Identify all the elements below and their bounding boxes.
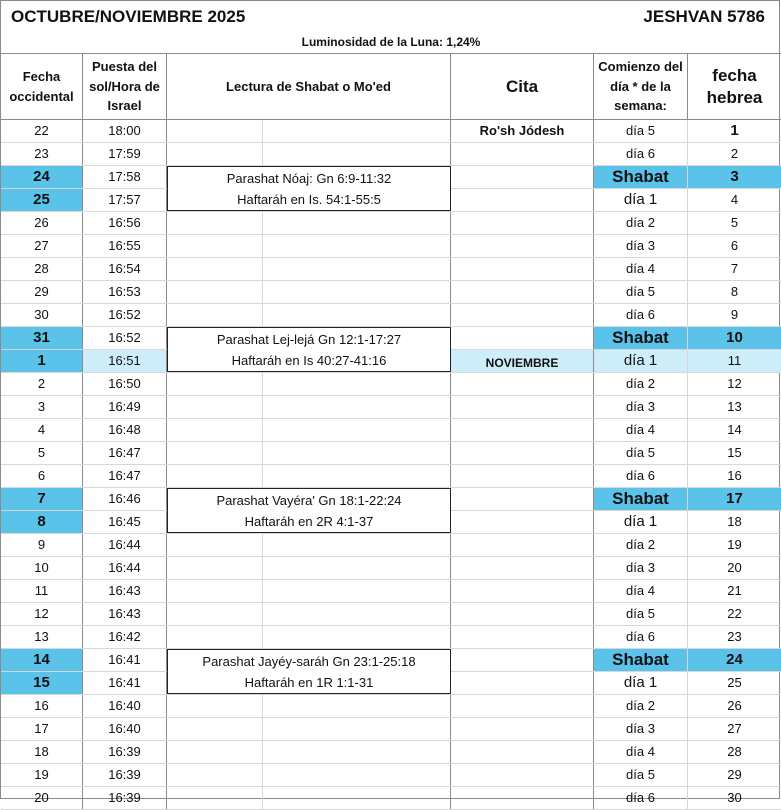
lectura-cell-right <box>263 626 451 648</box>
hebrew-month-title: JESHVAN 5786 <box>643 7 765 26</box>
puesta-sol-cell: 18:00 <box>83 120 167 142</box>
cita-cell <box>451 304 594 326</box>
fecha-occidental-cell: 17 <box>1 718 83 740</box>
fecha-hebrea-cell: 3 <box>688 166 781 188</box>
puesta-sol-cell: 16:45 <box>83 511 167 533</box>
fecha-occidental-cell: 19 <box>1 764 83 786</box>
fecha-occidental-cell: 9 <box>1 534 83 556</box>
fecha-occidental-cell: 28 <box>1 258 83 280</box>
fecha-occidental-cell: 25 <box>1 189 83 211</box>
puesta-sol-cell: 16:52 <box>83 304 167 326</box>
dia-semana-cell: día 6 <box>594 143 688 165</box>
dia-semana-cell: día 3 <box>594 396 688 418</box>
lectura-cell <box>167 120 263 142</box>
puesta-sol-cell: 17:59 <box>83 143 167 165</box>
fecha-hebrea-cell: 4 <box>730 192 739 207</box>
fecha-hebrea-cell: 28 <box>727 744 742 759</box>
lectura-cell <box>167 281 263 303</box>
cita-cell <box>451 258 594 280</box>
lectura-cell <box>167 212 263 234</box>
table-row <box>1 787 781 810</box>
dia-semana-cell: día 3 <box>594 557 688 579</box>
lectura-cell-right <box>263 258 451 280</box>
fecha-hebrea-cell: 9 <box>730 307 739 322</box>
col-header-puesta-sol: Puesta del sol/Hora de Israel <box>83 54 167 119</box>
fecha-occidental-cell: 12 <box>1 603 83 625</box>
fecha-occidental-cell: 14 <box>1 649 83 671</box>
table-row <box>1 534 781 557</box>
dia-semana-cell: día 1 <box>594 672 688 694</box>
cita-cell <box>451 166 594 188</box>
table-row <box>1 603 781 626</box>
puesta-sol-cell: 16:56 <box>83 212 167 234</box>
cita-cell <box>451 718 594 740</box>
reading-box <box>167 649 451 694</box>
lectura-cell-right <box>263 764 451 786</box>
fecha-hebrea-cell: 30 <box>727 790 742 805</box>
lectura-cell <box>167 557 263 579</box>
puesta-sol-cell: 16:40 <box>83 695 167 717</box>
puesta-sol-cell: 17:57 <box>83 189 167 211</box>
fecha-hebrea-cell: 20 <box>727 560 742 575</box>
lectura-cell <box>167 695 263 717</box>
fecha-hebrea-cell: 2 <box>730 146 739 161</box>
fecha-hebrea-cell: 18 <box>727 514 742 529</box>
parasha-text: Parashat Nóaj: Gn 6:9-11:32 <box>226 171 392 186</box>
fecha-occidental-cell: 7 <box>1 488 83 510</box>
fecha-hebrea-cell: 22 <box>727 606 742 621</box>
fecha-hebrea-cell: 7 <box>730 261 739 276</box>
fecha-occidental-cell: 29 <box>1 281 83 303</box>
fecha-hebrea-cell: 6 <box>730 238 739 253</box>
lectura-cell-right <box>263 603 451 625</box>
fecha-hebrea-cell: 17 <box>688 488 781 510</box>
lectura-cell-right <box>263 212 451 234</box>
puesta-sol-cell: 16:48 <box>83 419 167 441</box>
lectura-cell <box>167 580 263 602</box>
lectura-cell <box>167 603 263 625</box>
col-header-cita: Cita <box>451 54 594 119</box>
lectura-cell-right <box>263 695 451 717</box>
dia-semana-cell: día 4 <box>594 419 688 441</box>
fecha-occidental-cell: 4 <box>1 419 83 441</box>
puesta-sol-cell: 16:50 <box>83 373 167 395</box>
fecha-occidental-cell: 23 <box>1 143 83 165</box>
puesta-sol-cell: 16:43 <box>83 603 167 625</box>
cita-cell <box>451 488 594 510</box>
puesta-sol-cell: 16:41 <box>83 672 167 694</box>
fecha-occidental-cell: 31 <box>1 327 83 349</box>
puesta-sol-cell: 16:39 <box>83 787 167 809</box>
lectura-cell-right <box>263 373 451 395</box>
puesta-sol-cell: 16:52 <box>83 327 167 349</box>
lectura-cell-right <box>263 235 451 257</box>
fecha-hebrea-cell: 19 <box>727 537 742 552</box>
dia-semana-cell: día 1 <box>594 350 688 372</box>
table-row <box>1 258 781 281</box>
lectura-cell-right <box>263 557 451 579</box>
dia-semana-cell: Shabat <box>594 327 688 349</box>
table-row <box>1 143 781 166</box>
cita-cell <box>451 764 594 786</box>
dia-semana-cell: día 6 <box>594 304 688 326</box>
dia-semana-cell: Shabat <box>594 488 688 510</box>
lectura-cell <box>167 143 263 165</box>
dia-semana-cell: Shabat <box>594 649 688 671</box>
fecha-hebrea-cell: 8 <box>730 284 739 299</box>
dia-semana-cell: día 4 <box>594 258 688 280</box>
cita-cell <box>451 603 594 625</box>
fecha-occidental-cell: 30 <box>1 304 83 326</box>
fecha-hebrea-cell: 21 <box>727 583 742 598</box>
puesta-sol-cell: 16:53 <box>83 281 167 303</box>
fecha-hebrea-cell: 1 <box>730 122 739 139</box>
fecha-occidental-cell: 18 <box>1 741 83 763</box>
cita-cell <box>451 557 594 579</box>
haftarah-text: Haftaráh en 2R 4:1-37 <box>244 514 374 529</box>
lectura-cell <box>167 741 263 763</box>
table-row <box>1 580 781 603</box>
fecha-occidental-cell: 26 <box>1 212 83 234</box>
fecha-occidental-cell: 15 <box>1 672 83 694</box>
lectura-cell <box>167 718 263 740</box>
cita-cell <box>451 189 594 211</box>
reading-box <box>167 166 451 211</box>
lectura-cell-right <box>263 442 451 464</box>
table-row <box>1 235 781 258</box>
dia-semana-cell: día 1 <box>594 189 688 211</box>
cita-cell <box>451 695 594 717</box>
puesta-sol-cell: 16:44 <box>83 557 167 579</box>
parasha-text: Parashat Lej-lejá Gn 12:1-17:27 <box>216 332 402 347</box>
fecha-occidental-cell: 1 <box>1 350 83 372</box>
lectura-cell-right <box>263 787 451 809</box>
lectura-cell-right <box>263 741 451 763</box>
cita-cell: Ro'sh Jódesh <box>451 120 594 142</box>
dia-semana-cell: día 5 <box>594 442 688 464</box>
puesta-sol-cell: 16:55 <box>83 235 167 257</box>
puesta-sol-cell: 16:46 <box>83 488 167 510</box>
reading-box <box>167 488 451 533</box>
reading-box <box>167 327 451 372</box>
cita-cell <box>451 672 594 694</box>
table-row <box>1 304 781 327</box>
dia-semana-cell: día 3 <box>594 718 688 740</box>
table-row <box>1 741 781 764</box>
cita-cell <box>451 465 594 487</box>
lectura-cell-right <box>263 281 451 303</box>
table-row <box>1 718 781 741</box>
fecha-occidental-cell: 6 <box>1 465 83 487</box>
dia-semana-cell: día 2 <box>594 373 688 395</box>
dia-semana-cell: día 3 <box>594 235 688 257</box>
lectura-cell <box>167 396 263 418</box>
fecha-hebrea-cell: 14 <box>727 422 742 437</box>
dia-semana-cell: día 6 <box>594 787 688 809</box>
lectura-cell <box>167 258 263 280</box>
lectura-cell <box>167 373 263 395</box>
haftarah-text: Haftaráh en Is. 54:1-55:5 <box>237 192 381 207</box>
cita-cell <box>451 442 594 464</box>
fecha-hebrea-cell: 29 <box>727 767 742 782</box>
table-row <box>1 212 781 235</box>
fecha-hebrea-cell: 13 <box>727 399 742 414</box>
dia-semana-cell: día 2 <box>594 695 688 717</box>
table-row <box>1 557 781 580</box>
col-header-fecha-occidental: Fecha occidental <box>1 54 83 119</box>
parasha-text: Parashat Jayéy-saráh Gn 23:1-25:18 <box>202 654 416 669</box>
table-row <box>1 373 781 396</box>
lectura-cell-right <box>263 120 451 142</box>
dia-semana-cell: día 6 <box>594 626 688 648</box>
puesta-sol-cell: 16:43 <box>83 580 167 602</box>
cita-cell <box>451 649 594 671</box>
cita-cell <box>451 396 594 418</box>
fecha-hebrea-cell: 27 <box>727 721 742 736</box>
puesta-sol-cell: 16:39 <box>83 741 167 763</box>
lectura-cell-right <box>263 419 451 441</box>
haftarah-text: Haftaráh en Is 40:27-41:16 <box>231 353 387 368</box>
fecha-occidental-cell: 20 <box>1 787 83 809</box>
table-row <box>1 695 781 718</box>
lectura-cell <box>167 235 263 257</box>
fecha-occidental-cell: 22 <box>1 120 83 142</box>
puesta-sol-cell: 16:40 <box>83 718 167 740</box>
col-header-lectura: Lectura de Shabat o Mo'ed <box>167 54 451 119</box>
lectura-cell <box>167 419 263 441</box>
table-row <box>1 120 781 143</box>
cita-cell <box>451 787 594 809</box>
cita-cell <box>451 534 594 556</box>
fecha-hebrea-cell: 24 <box>688 649 781 671</box>
cita-cell <box>451 741 594 763</box>
fecha-occidental-cell: 27 <box>1 235 83 257</box>
puesta-sol-cell: 17:58 <box>83 166 167 188</box>
col-header-fecha-hebrea: fecha hebrea <box>706 66 763 107</box>
dia-semana-cell: Shabat <box>594 166 688 188</box>
table-row <box>1 281 781 304</box>
cita-cell <box>451 235 594 257</box>
puesta-sol-cell: 16:41 <box>83 649 167 671</box>
fecha-occidental-cell: 10 <box>1 557 83 579</box>
lectura-cell <box>167 442 263 464</box>
lectura-cell <box>167 304 263 326</box>
haftarah-text: Haftaráh en 1R 1:1-31 <box>244 675 374 690</box>
dia-semana-cell: día 4 <box>594 580 688 602</box>
fecha-occidental-cell: 11 <box>1 580 83 602</box>
col-header-comienzo: Comienzo del día * de la semana: <box>594 54 688 119</box>
fecha-occidental-cell: 5 <box>1 442 83 464</box>
fecha-occidental-cell: 24 <box>1 166 83 188</box>
lectura-cell-right <box>263 465 451 487</box>
cita-cell <box>451 327 594 349</box>
fecha-hebrea-cell: 25 <box>727 675 742 690</box>
fecha-occidental-cell: 13 <box>1 626 83 648</box>
fecha-hebrea-cell: 16 <box>727 468 742 483</box>
table-row <box>1 465 781 488</box>
lectura-cell <box>167 764 263 786</box>
fecha-hebrea-cell: 11 <box>688 350 781 372</box>
fecha-occidental-cell: 2 <box>1 373 83 395</box>
lectura-cell-right <box>263 534 451 556</box>
lectura-cell-right <box>263 396 451 418</box>
lectura-cell-right <box>263 143 451 165</box>
puesta-sol-cell: 16:42 <box>83 626 167 648</box>
dia-semana-cell: día 4 <box>594 741 688 763</box>
lectura-cell <box>167 626 263 648</box>
fecha-occidental-cell: 8 <box>1 511 83 533</box>
dia-semana-cell: día 5 <box>594 120 688 142</box>
lectura-cell-right <box>263 580 451 602</box>
lectura-cell-right <box>263 718 451 740</box>
cita-cell <box>451 511 594 533</box>
fecha-occidental-cell: 3 <box>1 396 83 418</box>
fecha-hebrea-cell: 26 <box>727 698 742 713</box>
puesta-sol-cell: 16:47 <box>83 465 167 487</box>
table-row <box>1 396 781 419</box>
puesta-sol-cell: 16:51 <box>83 350 167 372</box>
fecha-hebrea-cell: 23 <box>727 629 742 644</box>
fecha-hebrea-cell: 5 <box>730 215 739 230</box>
cita-cell <box>451 281 594 303</box>
table-row <box>1 419 781 442</box>
month-title: OCTUBRE/NOVIEMBRE 2025 <box>11 7 246 26</box>
cita-cell <box>451 373 594 395</box>
cita-cell: NOVIEMBRE <box>451 350 594 372</box>
dia-semana-cell: día 2 <box>594 212 688 234</box>
dia-semana-cell: día 5 <box>594 764 688 786</box>
cita-cell <box>451 626 594 648</box>
fecha-hebrea-cell: 15 <box>727 445 742 460</box>
dia-semana-cell: día 2 <box>594 534 688 556</box>
dia-semana-cell: día 5 <box>594 281 688 303</box>
fecha-hebrea-cell: 12 <box>727 376 742 391</box>
dia-semana-cell: día 5 <box>594 603 688 625</box>
lectura-cell <box>167 787 263 809</box>
puesta-sol-cell: 16:39 <box>83 764 167 786</box>
dia-semana-cell: día 6 <box>594 465 688 487</box>
cita-cell <box>451 419 594 441</box>
fecha-occidental-cell: 16 <box>1 695 83 717</box>
puesta-sol-cell: 16:44 <box>83 534 167 556</box>
cita-cell <box>451 143 594 165</box>
puesta-sol-cell: 16:47 <box>83 442 167 464</box>
puesta-sol-cell: 16:49 <box>83 396 167 418</box>
lectura-cell <box>167 465 263 487</box>
table-row <box>1 626 781 649</box>
dia-semana-cell: día 1 <box>594 511 688 533</box>
table-row <box>1 442 781 465</box>
lectura-cell-right <box>263 304 451 326</box>
cita-cell <box>451 212 594 234</box>
table-row <box>1 764 781 787</box>
cita-cell <box>451 580 594 602</box>
puesta-sol-cell: 16:54 <box>83 258 167 280</box>
fecha-hebrea-cell: 10 <box>688 327 781 349</box>
parasha-text: Parashat Vayéra' Gn 18:1-22:24 <box>216 493 402 508</box>
lectura-cell <box>167 534 263 556</box>
moon-luminosity: Luminosidad de la Luna: 1,24% <box>301 35 481 49</box>
